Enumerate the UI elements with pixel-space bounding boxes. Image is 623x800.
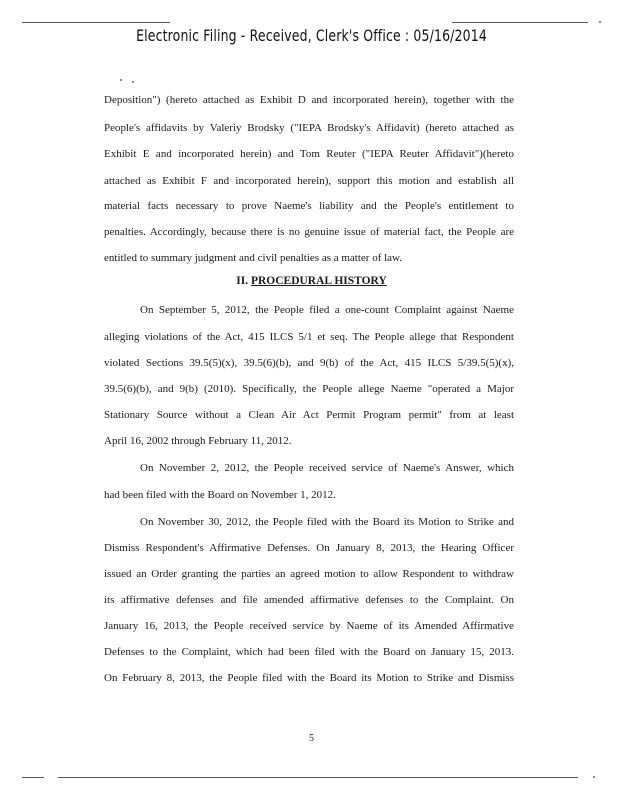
scan-speck <box>593 776 595 778</box>
paragraph-line: alleging violations of the Act, 415 ILCS 5/1 et seq. The People allege that Respondent <box>104 331 514 343</box>
footer-rule-left <box>22 777 44 778</box>
footer-rule-right <box>58 777 578 778</box>
paragraph-line: 39.5(6)(b), and 9(b) (2010). Specifically, the People allege Naeme "operated a Major <box>104 383 514 395</box>
page-number: 5 <box>309 733 314 744</box>
paragraph-line: issued an Order granting the parties an agreed motion to allow Respondent to withdraw <box>104 568 514 580</box>
paragraph-line: On November 2, 2012, the People received service of Naeme's Answer, which <box>140 462 514 474</box>
section-number: II. <box>236 275 249 287</box>
section-title: PROCEDURAL HISTORY <box>250 275 387 287</box>
section-heading <box>0 275 623 287</box>
paragraph-line: had been filed with the Board on November 1, 2012. <box>104 489 336 501</box>
paragraph-line: Deposition") (hereto attached as Exhibit D and incorporated herein), together with the <box>104 94 514 106</box>
paragraph-line: penalties. Accordingly, because there is no genuine issue of material fact, the People are <box>104 226 514 238</box>
paragraph-line: Defenses to the Complaint, which had been filed with the Board on January 15, 2013. <box>104 646 514 658</box>
paragraph-line: its affirmative defenses and file amended affirmative defenses to the Complaint. On <box>104 594 514 606</box>
header-rule-right <box>452 22 588 23</box>
paragraph-line: Dismiss Respondent's Affirmative Defenses. On January 8, 2013, the Hearing Officer <box>104 542 514 554</box>
paragraph-line: On February 8, 2013, the People filed with the Board its Motion to Strike and Dismiss <box>104 672 514 684</box>
paragraph-line: entitled to summary judgment and civil penalties as a matter of law. <box>104 252 403 264</box>
paragraph-line: Exhibit E and incorporated herein) and Tom Reuter ("IEPA Reuter Affidavit")(hereto <box>104 148 514 160</box>
paragraph-line: On November 30, 2012, the People filed with the Board its Motion to Strike and <box>140 516 514 528</box>
scan-speck <box>120 79 122 81</box>
scan-speck <box>599 21 601 23</box>
paragraph-line: violated Sections 39.5(5)(x), 39.5(6)(b), and 9(b) of the Act, 415 ILCS 5/39.5(5)(x), <box>104 357 514 369</box>
filing-stamp-title: Electronic Filing - Received, Clerk's Office : 05/16/2014 <box>136 26 487 45</box>
paragraph-line: Stationary Source without a Clean Air Act Permit Program permit" from at least <box>104 409 514 421</box>
paragraph-line: material facts necessary to prove Naeme's liability and the People's entitlement to <box>104 200 514 212</box>
scan-speck <box>132 81 134 83</box>
header-rule-left <box>22 22 170 23</box>
paragraph-line: People's affidavits by Valeriy Brodsky ("IEPA Brodsky's Affidavit) (hereto attached as <box>104 122 514 134</box>
paragraph-line: January 16, 2013, the People received service by Naeme of its Amended Affirmative <box>104 620 514 632</box>
paragraph-line: attached as Exhibit F and incorporated herein), support this motion and establish all <box>104 175 514 187</box>
paragraph-line: On September 5, 2012, the People filed a one-count Complaint against Naeme <box>140 304 514 316</box>
paragraph-line: April 16, 2002 through February 11, 2012. <box>104 435 292 447</box>
